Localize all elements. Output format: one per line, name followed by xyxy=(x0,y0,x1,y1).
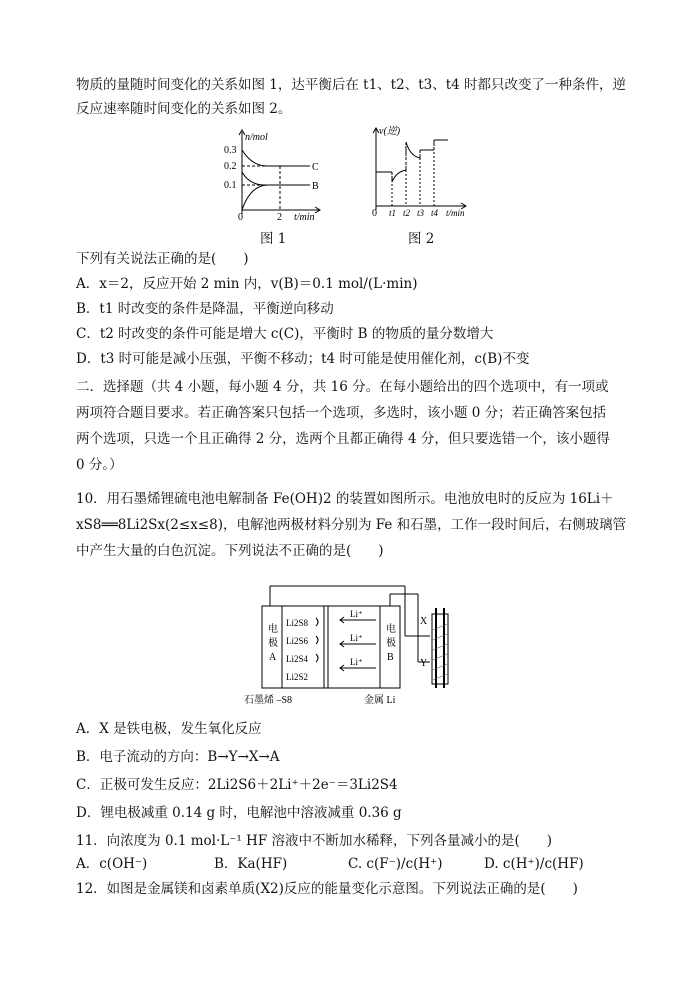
fig1-curve-a xyxy=(242,172,267,185)
q9-stem: 下列有关说法正确的是( ) xyxy=(76,251,249,267)
electrode-a-char-2: 极 xyxy=(268,638,278,649)
q11-option-d: D. c(H⁺)/c(HF) xyxy=(484,856,584,872)
fig1-curve-b xyxy=(242,185,310,210)
li-ion-label-2: Li⁺ xyxy=(350,633,363,643)
species-li2s4: Li2S4 xyxy=(286,654,309,664)
q11-option-b: B．Ka(HF) xyxy=(214,856,288,872)
fig1-label-c: C xyxy=(312,162,319,173)
fig2-seg-3 xyxy=(406,142,420,158)
q9-option-c: C．t2 时改变的条件可能是增大 c(C)，平衡时 B 的物质的量分数增大 xyxy=(76,326,494,342)
fig1-xlabel: t/min xyxy=(294,212,315,221)
figure-2 xyxy=(366,120,476,220)
species-li2s6: Li2S6 xyxy=(286,636,309,646)
label-graphene-sulfur: 石墨烯 –S8 xyxy=(244,695,293,706)
fig2-xlabel: t/min xyxy=(446,208,465,218)
fig1-xtick-2: 2 xyxy=(277,212,282,221)
fig1-ytick-01: 0.1 xyxy=(224,180,237,191)
q9-option-d: D．t3 时可能是减小压强，平衡不移动；t4 时可能是使用催化剂，c(B)不变 xyxy=(76,351,530,367)
q9-option-a: A．x＝2，反应开始 2 min 内，v(B)＝0.1 mol/(L·min) xyxy=(76,276,418,292)
fig2-xtick-t3: t3 xyxy=(417,208,425,218)
section2-line-1: 二．选择题（共 4 小题，每小题 4 分，共 16 分。在每小题给出的四个选项中，有一项或 xyxy=(76,379,609,395)
fig1-curve-c xyxy=(242,150,310,166)
reaction-arrow-2 xyxy=(316,636,318,644)
section2-line-3: 两个选项，只选一个且正确得 2 分，选两个且都正确得 4 分，但只要选错一个，该小题得 xyxy=(76,431,610,447)
reaction-arrow-1 xyxy=(316,618,318,626)
li-ion-label-1: Li⁺ xyxy=(350,609,363,619)
figure-1 xyxy=(222,126,332,221)
species-li2s2: Li2S2 xyxy=(286,672,309,682)
q11-option-c: C. c(F⁻)/c(H⁺) xyxy=(348,856,443,872)
section2-line-4: 0 分。） xyxy=(76,457,123,473)
q11-option-a: A．c(OH⁻) xyxy=(76,856,148,872)
fig2-xtick-t2: t2 xyxy=(403,208,411,218)
fig1-ytick-02: 0.2 xyxy=(224,161,237,172)
fig2-xtick-t4: t4 xyxy=(431,208,439,218)
li-ion-label-3: Li⁺ xyxy=(350,657,363,667)
figure-1-caption: 图 1 xyxy=(260,231,287,247)
electrode-a-char-1: 电 xyxy=(268,624,278,635)
q10-line-1: 10．用石墨烯锂硫电池电解制备 Fe(OH)2 的装置如图所示。电池放电时的反应为 16Li＋ xyxy=(76,491,614,507)
label-x: X xyxy=(420,616,428,627)
fig2-xtick-t1: t1 xyxy=(389,208,397,218)
q10-line-2: xS8══8Li2Sx(2≤x≤8)，电解池两极材料分别为 Fe 和石墨，工作一段时间后，右侧玻璃管 xyxy=(76,517,627,533)
electrode-b-char-3: B xyxy=(387,652,394,663)
fig2-xtick-0: 0 xyxy=(372,208,377,219)
electrode-b-char-1: 电 xyxy=(386,624,396,635)
q10-option-a: A．X 是铁电极，发生氧化反应 xyxy=(76,721,262,737)
q10-option-d: D．锂电极减重 0.14 g 时，电解池中溶液减重 0.36 g xyxy=(76,805,402,821)
q10-option-b: B．电子流动的方向：B→Y→X→A xyxy=(76,749,280,765)
q11-stem: 11．向浓度为 0.1 mol·L⁻¹ HF 溶液中不断加水稀释，下列各量减小的是( ) xyxy=(76,833,553,849)
label-metal-li: 金属 Li xyxy=(364,695,396,706)
fig1-xtick-0: 0 xyxy=(238,212,243,221)
battery-electrolysis-diagram xyxy=(240,580,470,708)
q10-option-c: C．正极可发生反应：2Li2S6＋2Li⁺＋2e⁻＝3Li2S4 xyxy=(76,777,398,793)
fig1-ytick-03: 0.3 xyxy=(224,145,237,156)
electrode-a-char-3: A xyxy=(269,652,277,663)
figure-2-caption: 图 2 xyxy=(408,231,435,247)
species-li2s8: Li2S8 xyxy=(286,618,309,628)
cell-outline xyxy=(262,606,400,688)
q10-line-3: 中产生大量的白色沉淀。下列说法不正确的是( ) xyxy=(76,543,384,559)
q12-stem: 12．如图是金属镁和卤素单质(X2)反应的能量变化示意图。下列说法正确的是( ) xyxy=(76,881,578,897)
section2-line-2: 两项符合题目要求。若正确答案只包括一个选项，多选时，该小题 0 分；若正确答案包括 xyxy=(76,405,607,421)
intro-line-2: 反应速率随时间变化的关系如图 2。 xyxy=(76,101,292,117)
fig1-ylabel: n/mol xyxy=(245,132,268,143)
fig2-seg-2 xyxy=(392,170,406,182)
fig2-ylabel: v(逆) xyxy=(379,126,401,137)
fig1-label-b: B xyxy=(312,181,319,192)
intro-line-1: 物质的量随时间变化的关系如图 1，达平衡后在 t1、t2、t3、t4 时都只改变了一种条件，逆 xyxy=(76,77,627,93)
electrode-b-char-2: 极 xyxy=(386,638,396,649)
q9-option-b: B．t1 时改变的条件是降温，平衡逆向移动 xyxy=(76,301,334,317)
reaction-arrow-3 xyxy=(316,654,318,662)
label-y: Y xyxy=(420,658,428,669)
